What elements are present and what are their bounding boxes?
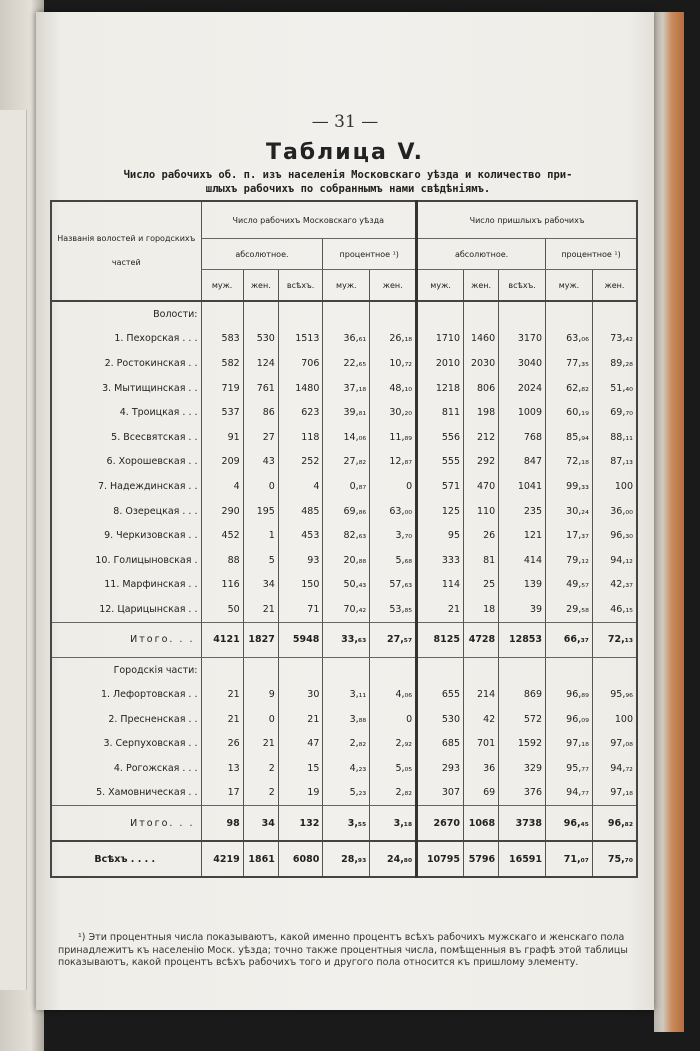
table-cell: 18 bbox=[464, 597, 499, 622]
table-cell: 27,₅₇ bbox=[370, 622, 417, 657]
table-cell: 8125 bbox=[417, 622, 464, 657]
table-cell: 26 bbox=[464, 523, 499, 548]
table-row bbox=[51, 474, 637, 499]
row-name: Итого. . . bbox=[51, 622, 201, 657]
table-row bbox=[51, 756, 637, 781]
table-cell: 28,₉₃ bbox=[323, 841, 370, 877]
table-cell: 1710 bbox=[417, 327, 464, 352]
row-name: 5. Всесвятская . . bbox=[51, 425, 201, 450]
row-name: Всѣхъ . . . . bbox=[51, 841, 201, 877]
table-cell: 82,₆₃ bbox=[323, 523, 370, 548]
table-cell: 50 bbox=[201, 597, 243, 622]
table-cell: 3,₈₈ bbox=[323, 707, 370, 732]
table-cell: 1041 bbox=[499, 474, 546, 499]
table-cell: 34 bbox=[243, 573, 278, 598]
row-name: 4. Троицкая . . . bbox=[51, 400, 201, 425]
empty-cell bbox=[417, 301, 464, 327]
table-cell: 94,₁₂ bbox=[592, 548, 637, 573]
row-name: 9. Черкизовская . . bbox=[51, 523, 201, 548]
table-cell: 1460 bbox=[464, 327, 499, 352]
table-cell: 95,₉₆ bbox=[592, 682, 637, 707]
empty-cell bbox=[243, 301, 278, 327]
table-cell: 329 bbox=[499, 756, 546, 781]
table-cell: 63,₀₀ bbox=[370, 499, 417, 524]
table-cell: 5948 bbox=[278, 622, 323, 657]
table-cell: 26 bbox=[201, 732, 243, 757]
table-cell: 5 bbox=[243, 548, 278, 573]
table-cell: 1218 bbox=[417, 376, 464, 401]
table-cell: 307 bbox=[417, 781, 464, 806]
table-cell: 48,₁₀ bbox=[370, 376, 417, 401]
table-cell: 4 bbox=[278, 474, 323, 499]
section-header-row bbox=[51, 301, 637, 327]
table-cell: 582 bbox=[201, 351, 243, 376]
table-cell: 2670 bbox=[417, 806, 464, 842]
table-cell: 94,₇₇ bbox=[546, 781, 593, 806]
table-cell: 10,₇₂ bbox=[370, 351, 417, 376]
empty-cell bbox=[278, 657, 323, 682]
table-cell: 0 bbox=[370, 474, 417, 499]
table-cell: 333 bbox=[417, 548, 464, 573]
empty-cell bbox=[278, 301, 323, 327]
table-cell: 4,₀₆ bbox=[370, 682, 417, 707]
table-cell: 77,₃₅ bbox=[546, 351, 593, 376]
empty-cell bbox=[201, 657, 243, 682]
table-cell: 4219 bbox=[201, 841, 243, 877]
table-cell: 46,₁₅ bbox=[592, 597, 637, 622]
table-cell: 88 bbox=[201, 548, 243, 573]
table-row bbox=[51, 351, 637, 376]
table-cell: 530 bbox=[417, 707, 464, 732]
page-number: — 31 — bbox=[311, 112, 379, 132]
table-cell: 252 bbox=[278, 450, 323, 475]
table-cell: 768 bbox=[499, 425, 546, 450]
row-name: 2. Пресненская . . bbox=[51, 707, 201, 732]
table-cell: 30,₂₀ bbox=[370, 400, 417, 425]
table-cell: 17 bbox=[201, 781, 243, 806]
section-label: Волости: bbox=[51, 301, 201, 327]
table-cell: 485 bbox=[278, 499, 323, 524]
table-cell: 4,₂₃ bbox=[323, 756, 370, 781]
table-cell: 99,₃₃ bbox=[546, 474, 593, 499]
table-cell: 97,₀₈ bbox=[592, 732, 637, 757]
table-cell: 96,₀₉ bbox=[546, 707, 593, 732]
table-row bbox=[51, 450, 637, 475]
table-cell: 5,₆₈ bbox=[370, 548, 417, 573]
empty-cell bbox=[499, 657, 546, 682]
book-cover-edge bbox=[654, 12, 684, 1032]
table-cell: 66,₃₇ bbox=[546, 622, 593, 657]
table-cell: 0 bbox=[243, 474, 278, 499]
header-men: муж. bbox=[417, 270, 464, 302]
table-cell: 2010 bbox=[417, 351, 464, 376]
table-cell: 1592 bbox=[499, 732, 546, 757]
table-cell: 139 bbox=[499, 573, 546, 598]
table-cell: 63,₀₆ bbox=[546, 327, 593, 352]
table-cell: 685 bbox=[417, 732, 464, 757]
header-pct-women: жен. bbox=[592, 270, 637, 302]
header-pct-men: муж. bbox=[323, 270, 370, 302]
table-cell: 17,₃₇ bbox=[546, 523, 593, 548]
table-cell: 75,₇₀ bbox=[592, 841, 637, 877]
table-cell: 96,₄₅ bbox=[546, 806, 593, 842]
table-cell: 26,₁₈ bbox=[370, 327, 417, 352]
subtitle-line-1: Число рабочихъ об. п. изъ населенія Московскаго уѣзда и количество при- bbox=[123, 169, 573, 181]
table-cell: 198 bbox=[464, 400, 499, 425]
table-cell: 88,₁₁ bbox=[592, 425, 637, 450]
total-row bbox=[51, 622, 637, 657]
header-local-percent: процентное ¹) bbox=[323, 239, 417, 270]
table-cell: 42 bbox=[464, 707, 499, 732]
table-cell: 212 bbox=[464, 425, 499, 450]
table-cell: 20,₈₈ bbox=[323, 548, 370, 573]
table-cell: 110 bbox=[464, 499, 499, 524]
table-cell: 571 bbox=[417, 474, 464, 499]
table-cell: 72,₁₃ bbox=[592, 622, 637, 657]
table-cell: 2024 bbox=[499, 376, 546, 401]
empty-cell bbox=[546, 301, 593, 327]
table-cell: 53,₈₅ bbox=[370, 597, 417, 622]
table-cell: 87,₁₃ bbox=[592, 450, 637, 475]
table-cell: 47 bbox=[278, 732, 323, 757]
table-cell: 96,₈₉ bbox=[546, 682, 593, 707]
table-cell: 530 bbox=[243, 327, 278, 352]
empty-cell bbox=[499, 301, 546, 327]
table-row bbox=[51, 682, 637, 707]
table-cell: 69 bbox=[464, 781, 499, 806]
table-cell: 71 bbox=[278, 597, 323, 622]
empty-cell bbox=[370, 301, 417, 327]
header-pct-women: жен. bbox=[370, 270, 417, 302]
table-cell: 91 bbox=[201, 425, 243, 450]
table-cell: 27,₈₂ bbox=[323, 450, 370, 475]
empty-cell bbox=[201, 301, 243, 327]
table-cell: 50,₄₃ bbox=[323, 573, 370, 598]
header-migrant-percent: процентное ¹) bbox=[546, 239, 637, 270]
statistics-table bbox=[50, 200, 638, 878]
table-cell: 1480 bbox=[278, 376, 323, 401]
table-cell: 30,₂₄ bbox=[546, 499, 593, 524]
table-cell: 11,₈₉ bbox=[370, 425, 417, 450]
table-cell: 572 bbox=[499, 707, 546, 732]
table-cell: 89,₂₈ bbox=[592, 351, 637, 376]
table-cell: 24,₈₀ bbox=[370, 841, 417, 877]
table-cell: 0 bbox=[370, 707, 417, 732]
header-women: жен. bbox=[243, 270, 278, 302]
table-cell: 556 bbox=[417, 425, 464, 450]
table-cell: 27 bbox=[243, 425, 278, 450]
table-cell: 118 bbox=[278, 425, 323, 450]
table-cell: 21 bbox=[243, 597, 278, 622]
table-cell: 3170 bbox=[499, 327, 546, 352]
table-cell: 555 bbox=[417, 450, 464, 475]
table-cell: 39,₈₁ bbox=[323, 400, 370, 425]
table-cell: 3040 bbox=[499, 351, 546, 376]
empty-cell bbox=[546, 657, 593, 682]
empty-cell bbox=[592, 657, 637, 682]
table-cell: 21 bbox=[278, 707, 323, 732]
table-row bbox=[51, 732, 637, 757]
header-men: муж. bbox=[201, 270, 243, 302]
row-name: 7. Надеждинская . . bbox=[51, 474, 201, 499]
table-cell: 150 bbox=[278, 573, 323, 598]
table-cell: 49,₅₇ bbox=[546, 573, 593, 598]
table-cell: 33,₆₃ bbox=[323, 622, 370, 657]
table-cell: 125 bbox=[417, 499, 464, 524]
section-header-row bbox=[51, 657, 637, 682]
table-cell: 3,₁₈ bbox=[370, 806, 417, 842]
table-cell: 60,₁₉ bbox=[546, 400, 593, 425]
table-cell: 81 bbox=[464, 548, 499, 573]
table-cell: 100 bbox=[592, 474, 637, 499]
table-cell: 95,₇₇ bbox=[546, 756, 593, 781]
table-cell: 21 bbox=[201, 707, 243, 732]
subtitle-line-2: шлыхъ рабочихъ по собраннымъ нами свѣдѣніямъ. bbox=[205, 183, 491, 195]
table-cell: 22,₆₅ bbox=[323, 351, 370, 376]
table-cell: 57,₆₃ bbox=[370, 573, 417, 598]
table-cell: 69,₇₀ bbox=[592, 400, 637, 425]
header-women: жен. bbox=[464, 270, 499, 302]
row-name: 1. Лефортовская . . bbox=[51, 682, 201, 707]
empty-cell bbox=[417, 657, 464, 682]
table-cell: 25 bbox=[464, 573, 499, 598]
table-row bbox=[51, 425, 637, 450]
table-cell: 293 bbox=[417, 756, 464, 781]
table-cell: 79,₁₂ bbox=[546, 548, 593, 573]
table-cell: 4 bbox=[201, 474, 243, 499]
table-cell: 37,₁₈ bbox=[323, 376, 370, 401]
table-cell: 2,₉₂ bbox=[370, 732, 417, 757]
empty-cell bbox=[243, 657, 278, 682]
row-name: 10. Голицыновская . bbox=[51, 548, 201, 573]
table-cell: 214 bbox=[464, 682, 499, 707]
table-cell: 1827 bbox=[243, 622, 278, 657]
header-migrant-workers: Число пришлыхъ рабочихъ bbox=[417, 201, 637, 239]
table-cell: 97,₁₈ bbox=[592, 781, 637, 806]
section-label: Городскія части: bbox=[51, 657, 201, 682]
table-row bbox=[51, 327, 637, 352]
table-cell: 806 bbox=[464, 376, 499, 401]
table-cell: 4728 bbox=[464, 622, 499, 657]
table-row bbox=[51, 523, 637, 548]
table-cell: 706 bbox=[278, 351, 323, 376]
table-cell: 42,₃₇ bbox=[592, 573, 637, 598]
header-total: всѣхъ. bbox=[499, 270, 546, 302]
table-cell: 98 bbox=[201, 806, 243, 842]
table-cell: 16591 bbox=[499, 841, 546, 877]
empty-cell bbox=[592, 301, 637, 327]
row-name: 11. Марфинская . . bbox=[51, 573, 201, 598]
table-cell: 0,₈₇ bbox=[323, 474, 370, 499]
table-row bbox=[51, 400, 637, 425]
table-row bbox=[51, 781, 637, 806]
table-cell: 0 bbox=[243, 707, 278, 732]
table-cell: 114 bbox=[417, 573, 464, 598]
table-cell: 414 bbox=[499, 548, 546, 573]
table-cell: 869 bbox=[499, 682, 546, 707]
table-cell: 1513 bbox=[278, 327, 323, 352]
table-cell: 13 bbox=[201, 756, 243, 781]
table-cell: 623 bbox=[278, 400, 323, 425]
table-cell: 5,₀₅ bbox=[370, 756, 417, 781]
row-name: Итого. . . bbox=[51, 806, 201, 842]
table-cell: 34 bbox=[243, 806, 278, 842]
table-cell: 10795 bbox=[417, 841, 464, 877]
table-cell: 470 bbox=[464, 474, 499, 499]
table-cell: 96,₃₀ bbox=[592, 523, 637, 548]
row-name: 3. Мытищинская . . bbox=[51, 376, 201, 401]
row-name: 6. Хорошевская . . bbox=[51, 450, 201, 475]
table-cell: 93 bbox=[278, 548, 323, 573]
table-cell: 235 bbox=[499, 499, 546, 524]
row-name: 3. Серпуховская . . bbox=[51, 732, 201, 757]
table-cell: 1861 bbox=[243, 841, 278, 877]
table-cell: 73,₄₂ bbox=[592, 327, 637, 352]
header-local-absolute: абсолютное. bbox=[201, 239, 323, 270]
table-cell: 195 bbox=[243, 499, 278, 524]
table-cell: 132 bbox=[278, 806, 323, 842]
table-row bbox=[51, 548, 637, 573]
row-name: 1. Пехорская . . . bbox=[51, 327, 201, 352]
table-cell: 30 bbox=[278, 682, 323, 707]
header-names: Названія волостей и городскихъ частей bbox=[51, 201, 201, 301]
table-cell: 29,₅₈ bbox=[546, 597, 593, 622]
table-cell: 452 bbox=[201, 523, 243, 548]
footnote: ¹) Эти процентныя числа показываютъ, какой именно процентъ всѣхъ рабочихъ мужскаго и женскаго пола принадлежитъ къ населенію Моск. уѣзда; точно также процентныя числа, помѣщенныя въ графѣ этой таблицы показываютъ, какой процентъ всѣхъ рабочихъ того и другого пола относится къ пришлому элементу. bbox=[58, 932, 628, 968]
table-cell: 5,₂₃ bbox=[323, 781, 370, 806]
table-cell: 2,₈₂ bbox=[323, 732, 370, 757]
total-row bbox=[51, 806, 637, 842]
table-cell: 116 bbox=[201, 573, 243, 598]
table-cell: 537 bbox=[201, 400, 243, 425]
empty-cell bbox=[323, 657, 370, 682]
empty-cell bbox=[370, 657, 417, 682]
table-cell: 71,₀₇ bbox=[546, 841, 593, 877]
table-row bbox=[51, 376, 637, 401]
table-cell: 453 bbox=[278, 523, 323, 548]
table-cell: 43 bbox=[243, 450, 278, 475]
grand-total-row bbox=[51, 841, 637, 877]
header-total: всѣхъ. bbox=[278, 270, 323, 302]
row-name: 12. Царицынская . . bbox=[51, 597, 201, 622]
table-cell: 94,₇₂ bbox=[592, 756, 637, 781]
row-name: 2. Ростокинская . . bbox=[51, 351, 201, 376]
table-cell: 761 bbox=[243, 376, 278, 401]
table-cell: 12,₈₇ bbox=[370, 450, 417, 475]
table-cell: 655 bbox=[417, 682, 464, 707]
table-cell: 209 bbox=[201, 450, 243, 475]
table-cell: 3,₇₀ bbox=[370, 523, 417, 548]
table-cell: 39 bbox=[499, 597, 546, 622]
table-cell: 290 bbox=[201, 499, 243, 524]
table-cell: 14,₀₆ bbox=[323, 425, 370, 450]
table-cell: 3,₅₅ bbox=[323, 806, 370, 842]
table-row bbox=[51, 707, 637, 732]
table-cell: 70,₄₂ bbox=[323, 597, 370, 622]
row-name: 5. Хамовническая . . bbox=[51, 781, 201, 806]
table-cell: 2,₈₂ bbox=[370, 781, 417, 806]
header-pct-men: муж. bbox=[546, 270, 593, 302]
table-cell: 124 bbox=[243, 351, 278, 376]
table-cell: 583 bbox=[201, 327, 243, 352]
table-cell: 292 bbox=[464, 450, 499, 475]
table-cell: 2030 bbox=[464, 351, 499, 376]
table-row bbox=[51, 499, 637, 524]
header-migrant-absolute: абсолютное. bbox=[417, 239, 546, 270]
table-cell: 12853 bbox=[499, 622, 546, 657]
table-cell: 36 bbox=[464, 756, 499, 781]
table-cell: 96,₈₂ bbox=[592, 806, 637, 842]
table-cell: 376 bbox=[499, 781, 546, 806]
row-name: 8. Озерецкая . . . bbox=[51, 499, 201, 524]
table-cell: 97,₁₈ bbox=[546, 732, 593, 757]
empty-cell bbox=[464, 301, 499, 327]
table-cell: 121 bbox=[499, 523, 546, 548]
table-cell: 1 bbox=[243, 523, 278, 548]
table-cell: 21 bbox=[201, 682, 243, 707]
table-cell: 21 bbox=[417, 597, 464, 622]
table-cell: 3,₁₁ bbox=[323, 682, 370, 707]
table-cell: 95 bbox=[417, 523, 464, 548]
header-local-workers: Число рабочихъ Московскаго уѣзда bbox=[201, 201, 417, 239]
table-cell: 85,₉₄ bbox=[546, 425, 593, 450]
table-cell: 811 bbox=[417, 400, 464, 425]
table-cell: 51,₄₀ bbox=[592, 376, 637, 401]
table-cell: 701 bbox=[464, 732, 499, 757]
facing-page-strip bbox=[0, 110, 27, 990]
table-cell: 2 bbox=[243, 756, 278, 781]
table-subtitle bbox=[58, 168, 638, 196]
row-name: 4. Рогожская . . . bbox=[51, 756, 201, 781]
table-cell: 1068 bbox=[464, 806, 499, 842]
table-cell: 9 bbox=[243, 682, 278, 707]
table-cell: 19 bbox=[278, 781, 323, 806]
table-cell: 6080 bbox=[278, 841, 323, 877]
table-cell: 15 bbox=[278, 756, 323, 781]
table-cell: 719 bbox=[201, 376, 243, 401]
table-cell: 36,₀₀ bbox=[592, 499, 637, 524]
table-cell: 69,₈₆ bbox=[323, 499, 370, 524]
book-page bbox=[36, 12, 654, 1010]
table-cell: 3738 bbox=[499, 806, 546, 842]
table-cell: 1009 bbox=[499, 400, 546, 425]
table-cell: 72,₁₈ bbox=[546, 450, 593, 475]
table-cell: 2 bbox=[243, 781, 278, 806]
table-cell: 4121 bbox=[201, 622, 243, 657]
table-cell: 847 bbox=[499, 450, 546, 475]
table-title: Таблица V. bbox=[265, 140, 425, 165]
table-cell: 36,₆₁ bbox=[323, 327, 370, 352]
table-cell: 86 bbox=[243, 400, 278, 425]
table-cell: 21 bbox=[243, 732, 278, 757]
table-cell: 62,₈₂ bbox=[546, 376, 593, 401]
empty-cell bbox=[464, 657, 499, 682]
empty-cell bbox=[323, 301, 370, 327]
table-row bbox=[51, 573, 637, 598]
table-cell: 5796 bbox=[464, 841, 499, 877]
table-row bbox=[51, 597, 637, 622]
table-cell: 100 bbox=[592, 707, 637, 732]
